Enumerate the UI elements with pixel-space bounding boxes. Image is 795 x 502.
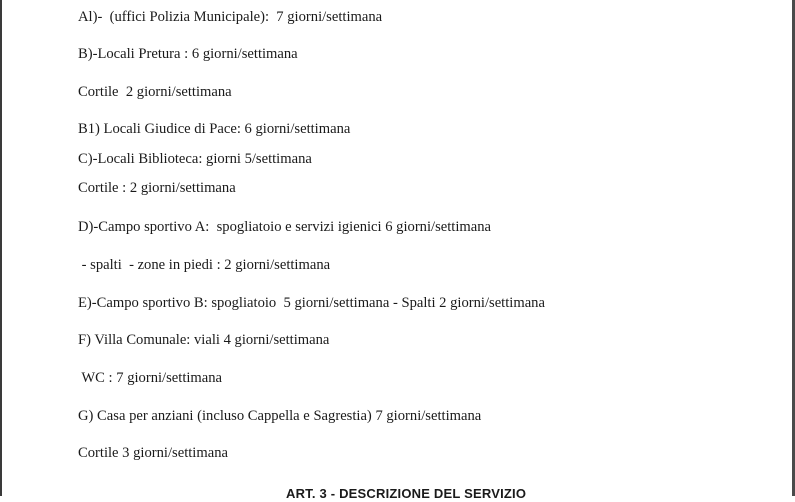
service-line-wc: WC : 7 giorni/settimana [78,370,223,386]
service-line-locali-pretura: B)-Locali Pretura : 6 giorni/settimana [78,46,298,62]
service-line-villa-comunale: F) Villa Comunale: viali 4 giorni/settimana [78,332,330,348]
viewer-left-border [0,0,2,496]
article-heading: ART. 3 - DESCRIZIONE DEL SERVIZIO [286,486,527,501]
service-line-polizia-municipale: Al)- (uffici Polizia Municipale): 7 giorni/settimana [78,9,383,25]
service-line-giudice-di-pace: B1) Locali Giudice di Pace: 6 giorni/settimana [78,121,351,137]
service-line-cortile-pretura: Cortile 2 giorni/settimana [78,84,232,100]
service-line-cortile-biblioteca: Cortile : 2 giorni/settimana [78,180,236,196]
service-line-campo-sportivo-a: D)-Campo sportivo A: spogliatoio e servizi igienici 6 giorni/settimana [78,219,492,235]
service-line-spalti-a: - spalti - zone in piedi : 2 giorni/settimana [78,257,331,273]
service-line-biblioteca: C)-Locali Biblioteca: giorni 5/settimana [78,151,312,167]
document-page[interactable] [4,0,790,501]
service-line-cortile-anziani: Cortile 3 giorni/settimana [78,445,228,461]
service-line-campo-sportivo-b: E)-Campo sportivo B: spogliatoio 5 giorni/settimana - Spalti 2 giorni/settimana [78,295,545,311]
service-line-casa-anziani: G) Casa per anziani (incluso Cappella e Sagrestia) 7 giorni/settimana [78,408,482,424]
